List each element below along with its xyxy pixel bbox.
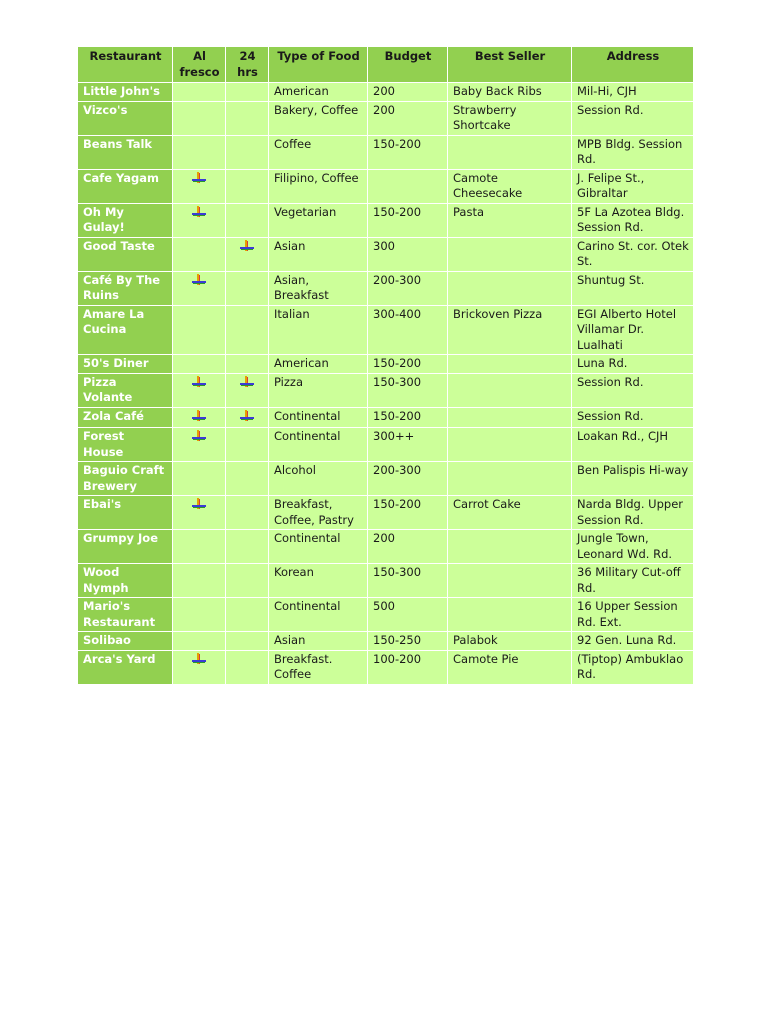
24-hrs-cell xyxy=(226,83,269,102)
address-cell: Mil-Hi, CJH xyxy=(572,83,694,102)
al-fresco-cell xyxy=(173,428,226,462)
type-of-food-cell: American xyxy=(269,355,368,374)
restaurant-name-cell: Cafe Yagam xyxy=(78,169,173,203)
table-row xyxy=(78,101,694,135)
restaurant-name-cell: Oh My Gulay! xyxy=(78,203,173,237)
address-cell: Ben Palispis Hi-way xyxy=(572,462,694,496)
table-row xyxy=(78,496,694,530)
table-row xyxy=(78,355,694,374)
24-hrs-cell xyxy=(226,135,269,169)
budget-cell: 150-200 xyxy=(368,407,448,428)
table-row xyxy=(78,373,694,407)
budget-cell: 200-300 xyxy=(368,271,448,305)
budget-cell: 300++ xyxy=(368,428,448,462)
budget-cell: 100-200 xyxy=(368,650,448,684)
table-row xyxy=(78,135,694,169)
address-cell: Luna Rd. xyxy=(572,355,694,374)
best-seller-cell: Pasta xyxy=(448,203,572,237)
table-row xyxy=(78,462,694,496)
address-cell: Session Rd. xyxy=(572,407,694,428)
best-seller-cell xyxy=(448,564,572,598)
24-hrs-cell xyxy=(226,373,269,407)
24-hrs-cell xyxy=(226,169,269,203)
table-row xyxy=(78,407,694,428)
type-of-food-cell: Coffee xyxy=(269,135,368,169)
al-fresco-cell xyxy=(173,169,226,203)
budget-cell: 200 xyxy=(368,101,448,135)
type-of-food-cell: American xyxy=(269,83,368,102)
header-restaurant: Restaurant xyxy=(78,47,173,83)
best-seller-cell xyxy=(448,237,572,271)
type-of-food-cell: Breakfast. Coffee xyxy=(269,650,368,684)
al-fresco-cell xyxy=(173,355,226,374)
address-cell: Loakan Rd., CJH xyxy=(572,428,694,462)
budget-cell: 150-200 xyxy=(368,496,448,530)
cross-marker-icon xyxy=(192,206,206,219)
header-24-hrs: 24 hrs xyxy=(226,47,269,83)
table-row xyxy=(78,632,694,651)
best-seller-cell: Palabok xyxy=(448,632,572,651)
best-seller-cell xyxy=(448,530,572,564)
type-of-food-cell: Asian xyxy=(269,237,368,271)
address-cell: EGI Alberto Hotel Villamar Dr. Lualhati xyxy=(572,305,694,355)
table-row xyxy=(78,237,694,271)
address-cell: Jungle Town, Leonard Wd. Rd. xyxy=(572,530,694,564)
al-fresco-cell xyxy=(173,598,226,632)
address-cell: MPB Bldg. Session Rd. xyxy=(572,135,694,169)
24-hrs-cell xyxy=(226,496,269,530)
restaurant-name-cell: Vizco's xyxy=(78,101,173,135)
best-seller-cell xyxy=(448,428,572,462)
al-fresco-cell xyxy=(173,530,226,564)
restaurant-name-cell: Ebai's xyxy=(78,496,173,530)
cross-marker-icon xyxy=(192,653,206,666)
best-seller-cell xyxy=(448,271,572,305)
restaurant-name-cell: Forest House xyxy=(78,428,173,462)
24-hrs-cell xyxy=(226,428,269,462)
budget-cell xyxy=(368,169,448,203)
24-hrs-cell xyxy=(226,530,269,564)
table-row xyxy=(78,598,694,632)
type-of-food-cell: Continental xyxy=(269,407,368,428)
restaurant-name-cell: Mario's Restaurant xyxy=(78,598,173,632)
type-of-food-cell: Asian xyxy=(269,632,368,651)
cross-marker-icon xyxy=(192,172,206,185)
24-hrs-cell xyxy=(226,101,269,135)
24-hrs-cell xyxy=(226,203,269,237)
restaurant-name-cell: Zola Café xyxy=(78,407,173,428)
budget-cell: 200 xyxy=(368,530,448,564)
cross-marker-icon xyxy=(192,410,206,423)
best-seller-cell xyxy=(448,462,572,496)
best-seller-cell xyxy=(448,373,572,407)
type-of-food-cell: Continental xyxy=(269,428,368,462)
best-seller-cell xyxy=(448,355,572,374)
header-best-seller: Best Seller xyxy=(448,47,572,83)
budget-cell: 300 xyxy=(368,237,448,271)
type-of-food-cell: Pizza xyxy=(269,373,368,407)
budget-cell: 300-400 xyxy=(368,305,448,355)
budget-cell: 500 xyxy=(368,598,448,632)
type-of-food-cell: Bakery, Coffee xyxy=(269,101,368,135)
best-seller-cell xyxy=(448,135,572,169)
restaurant-name-cell: Amare La Cucina xyxy=(78,305,173,355)
budget-cell: 200 xyxy=(368,83,448,102)
24-hrs-cell xyxy=(226,237,269,271)
24-hrs-cell xyxy=(226,462,269,496)
restaurant-table xyxy=(77,46,694,685)
type-of-food-cell: Filipino, Coffee xyxy=(269,169,368,203)
address-cell: 16 Upper Session Rd. Ext. xyxy=(572,598,694,632)
table-body xyxy=(78,83,694,685)
restaurant-name-cell: Grumpy Joe xyxy=(78,530,173,564)
best-seller-cell: Camote Pie xyxy=(448,650,572,684)
best-seller-cell: Carrot Cake xyxy=(448,496,572,530)
restaurant-name-cell: Café By The Ruins xyxy=(78,271,173,305)
budget-cell: 150-250 xyxy=(368,632,448,651)
address-cell: Shuntug St. xyxy=(572,271,694,305)
table-row xyxy=(78,530,694,564)
al-fresco-cell xyxy=(173,650,226,684)
budget-cell: 200-300 xyxy=(368,462,448,496)
al-fresco-cell xyxy=(173,373,226,407)
24-hrs-cell xyxy=(226,650,269,684)
al-fresco-cell xyxy=(173,203,226,237)
type-of-food-cell: Asian, Breakfast xyxy=(269,271,368,305)
type-of-food-cell: Continental xyxy=(269,598,368,632)
24-hrs-cell xyxy=(226,407,269,428)
cross-marker-icon xyxy=(192,274,206,287)
header-type-of-food: Type of Food xyxy=(269,47,368,83)
table-row xyxy=(78,305,694,355)
address-cell: Session Rd. xyxy=(572,101,694,135)
table-row xyxy=(78,271,694,305)
address-cell: Narda Bldg. Upper Session Rd. xyxy=(572,496,694,530)
restaurant-name-cell: Wood Nymph xyxy=(78,564,173,598)
restaurant-name-cell: 50's Diner xyxy=(78,355,173,374)
24-hrs-cell xyxy=(226,355,269,374)
restaurant-name-cell: Little John's xyxy=(78,83,173,102)
restaurant-name-cell: Beans Talk xyxy=(78,135,173,169)
al-fresco-cell xyxy=(173,632,226,651)
address-cell: Session Rd. xyxy=(572,373,694,407)
header-al-fresco: Al fresco xyxy=(173,47,226,83)
al-fresco-cell xyxy=(173,237,226,271)
al-fresco-cell xyxy=(173,135,226,169)
cross-marker-icon xyxy=(240,240,254,253)
al-fresco-cell xyxy=(173,407,226,428)
budget-cell: 150-200 xyxy=(368,135,448,169)
al-fresco-cell xyxy=(173,305,226,355)
type-of-food-cell: Breakfast, Coffee, Pastry xyxy=(269,496,368,530)
address-cell: 36 Military Cut-off Rd. xyxy=(572,564,694,598)
table-row xyxy=(78,169,694,203)
al-fresco-cell xyxy=(173,83,226,102)
restaurant-name-cell: Solibao xyxy=(78,632,173,651)
24-hrs-cell xyxy=(226,598,269,632)
24-hrs-cell xyxy=(226,305,269,355)
al-fresco-cell xyxy=(173,101,226,135)
restaurant-name-cell: Baguio Craft Brewery xyxy=(78,462,173,496)
best-seller-cell: Baby Back Ribs xyxy=(448,83,572,102)
address-cell: 5F La Azotea Bldg. Session Rd. xyxy=(572,203,694,237)
budget-cell: 150-200 xyxy=(368,203,448,237)
table-row xyxy=(78,650,694,684)
header-budget: Budget xyxy=(368,47,448,83)
al-fresco-cell xyxy=(173,564,226,598)
table-row xyxy=(78,203,694,237)
table-header-row xyxy=(78,47,694,83)
al-fresco-cell xyxy=(173,496,226,530)
restaurant-name-cell: Arca's Yard xyxy=(78,650,173,684)
header-address: Address xyxy=(572,47,694,83)
best-seller-cell: Strawberry Shortcake xyxy=(448,101,572,135)
al-fresco-cell xyxy=(173,271,226,305)
budget-cell: 150-200 xyxy=(368,355,448,374)
restaurant-name-cell: Pizza Volante xyxy=(78,373,173,407)
cross-marker-icon xyxy=(240,376,254,389)
budget-cell: 150-300 xyxy=(368,373,448,407)
address-cell: (Tiptop) Ambuklao Rd. xyxy=(572,650,694,684)
type-of-food-cell: Vegetarian xyxy=(269,203,368,237)
type-of-food-cell: Italian xyxy=(269,305,368,355)
table-row xyxy=(78,83,694,102)
cross-marker-icon xyxy=(240,410,254,423)
table-row xyxy=(78,428,694,462)
best-seller-cell: Camote Cheesecake xyxy=(448,169,572,203)
best-seller-cell: Brickoven Pizza xyxy=(448,305,572,355)
24-hrs-cell xyxy=(226,632,269,651)
best-seller-cell xyxy=(448,407,572,428)
24-hrs-cell xyxy=(226,271,269,305)
type-of-food-cell: Continental xyxy=(269,530,368,564)
restaurant-name-cell: Good Taste xyxy=(78,237,173,271)
type-of-food-cell: Alcohol xyxy=(269,462,368,496)
table-row xyxy=(78,564,694,598)
type-of-food-cell: Korean xyxy=(269,564,368,598)
cross-marker-icon xyxy=(192,498,206,511)
al-fresco-cell xyxy=(173,462,226,496)
cross-marker-icon xyxy=(192,376,206,389)
address-cell: Carino St. cor. Otek St. xyxy=(572,237,694,271)
best-seller-cell xyxy=(448,598,572,632)
24-hrs-cell xyxy=(226,564,269,598)
address-cell: 92 Gen. Luna Rd. xyxy=(572,632,694,651)
budget-cell: 150-300 xyxy=(368,564,448,598)
address-cell: J. Felipe St., Gibraltar xyxy=(572,169,694,203)
cross-marker-icon xyxy=(192,430,206,443)
